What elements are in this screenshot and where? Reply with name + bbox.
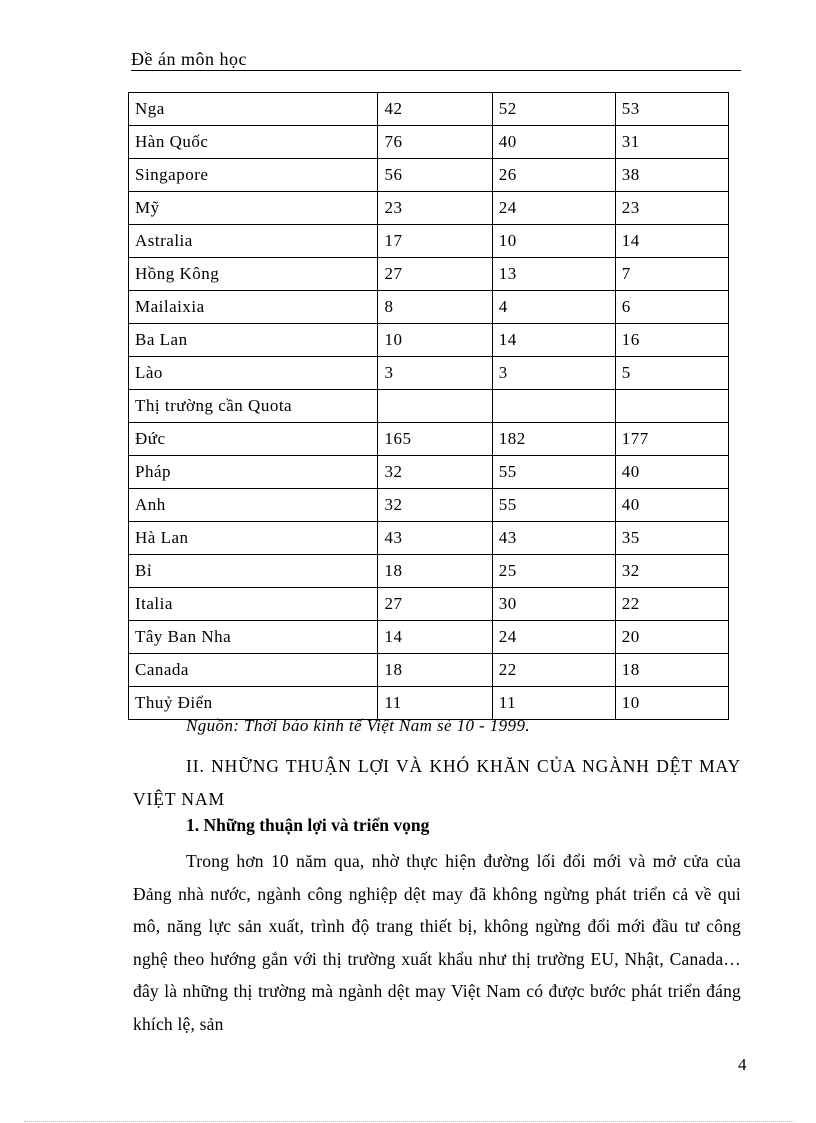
value-cell: 25	[492, 555, 615, 588]
country-cell: Bỉ	[129, 555, 378, 588]
value-cell: 55	[492, 489, 615, 522]
value-cell: 22	[492, 654, 615, 687]
table-row	[129, 126, 729, 159]
country-cell: Mailaixia	[129, 291, 378, 324]
country-cell: Singapore	[129, 159, 378, 192]
country-cell: Astralia	[129, 225, 378, 258]
value-cell: 53	[615, 93, 728, 126]
value-cell: 32	[615, 555, 728, 588]
value-cell: 24	[492, 621, 615, 654]
country-cell: Nga	[129, 93, 378, 126]
table-row	[129, 192, 729, 225]
value-cell: 76	[378, 126, 492, 159]
country-cell: Tây Ban Nha	[129, 621, 378, 654]
value-cell: 5	[615, 357, 728, 390]
market-table-body	[129, 93, 729, 720]
country-cell: Canada	[129, 654, 378, 687]
market-table	[128, 92, 729, 720]
value-cell: 52	[492, 93, 615, 126]
value-cell: 182	[492, 423, 615, 456]
value-cell: 40	[615, 489, 728, 522]
value-cell: 14	[492, 324, 615, 357]
value-cell: 7	[615, 258, 728, 291]
value-cell: 11	[492, 687, 615, 720]
country-cell: Italia	[129, 588, 378, 621]
value-cell: 55	[492, 456, 615, 489]
value-cell: 26	[492, 159, 615, 192]
table-row	[129, 159, 729, 192]
value-cell: 42	[378, 93, 492, 126]
table-row	[129, 621, 729, 654]
country-cell: Hồng Kông	[129, 258, 378, 291]
value-cell: 24	[492, 192, 615, 225]
source-citation: Nguồn: Thời báo kinh tế Việt Nam sè 10 - 1999.	[186, 716, 530, 735]
page-number: 4	[738, 1055, 747, 1074]
value-cell: 17	[378, 225, 492, 258]
value-cell: 8	[378, 291, 492, 324]
value-cell: 10	[492, 225, 615, 258]
footer-divider	[24, 1121, 794, 1122]
value-cell: 3	[492, 357, 615, 390]
table-row	[129, 258, 729, 291]
value-cell: 3	[378, 357, 492, 390]
value-cell: 18	[378, 654, 492, 687]
value-cell: 14	[378, 621, 492, 654]
value-cell	[492, 390, 615, 423]
value-cell: 40	[492, 126, 615, 159]
value-cell: 177	[615, 423, 728, 456]
country-cell: Lào	[129, 357, 378, 390]
value-cell: 23	[615, 192, 728, 225]
value-cell: 13	[492, 258, 615, 291]
value-cell: 14	[615, 225, 728, 258]
value-cell: 32	[378, 489, 492, 522]
country-cell: Pháp	[129, 456, 378, 489]
value-cell: 43	[492, 522, 615, 555]
value-cell: 20	[615, 621, 728, 654]
value-cell: 22	[615, 588, 728, 621]
value-cell: 40	[615, 456, 728, 489]
value-cell: 16	[615, 324, 728, 357]
table-row	[129, 225, 729, 258]
value-cell: 43	[378, 522, 492, 555]
subheading: 1. Những thuận lợi và triển vọng	[186, 815, 430, 835]
table-row	[129, 390, 729, 423]
value-cell: 6	[615, 291, 728, 324]
value-cell	[615, 390, 728, 423]
value-cell: 27	[378, 258, 492, 291]
table-row	[129, 555, 729, 588]
value-cell: 23	[378, 192, 492, 225]
value-cell: 56	[378, 159, 492, 192]
country-cell: Đức	[129, 423, 378, 456]
country-cell: Mỹ	[129, 192, 378, 225]
country-cell: Hàn Quốc	[129, 126, 378, 159]
country-cell: Hà Lan	[129, 522, 378, 555]
value-cell: 165	[378, 423, 492, 456]
value-cell: 18	[615, 654, 728, 687]
value-cell: 27	[378, 588, 492, 621]
country-cell: Anh	[129, 489, 378, 522]
table-row	[129, 456, 729, 489]
value-cell: 4	[492, 291, 615, 324]
country-cell: Ba Lan	[129, 324, 378, 357]
table-row	[129, 93, 729, 126]
value-cell: 10	[378, 324, 492, 357]
value-cell: 30	[492, 588, 615, 621]
table-row	[129, 324, 729, 357]
value-cell: 11	[378, 687, 492, 720]
table-row	[129, 654, 729, 687]
table-row	[129, 588, 729, 621]
value-cell: 31	[615, 126, 728, 159]
table-row	[129, 357, 729, 390]
value-cell	[378, 390, 492, 423]
body-paragraph: Trong hơn 10 năm qua, nhờ thực hiện đường lối đổi mới và mở cửa của Đảng nhà nước, ngành công nghiệp dệt may đã không ngừng phát triển cả về qui mô, năng lực sản xuất, trình độ trang thiết bị, không ngừng đổi mới đầu tư công nghệ theo hướng gắn với thị trường xuất khẩu như thị trường EU, Nhật, Canada… đây là những thị trường mà ngành dệt may Việt Nam có được bước phát triển đáng khích lệ, sản	[133, 851, 741, 1034]
country-cell: Thuỷ Điển	[129, 687, 378, 720]
value-cell: 32	[378, 456, 492, 489]
value-cell: 38	[615, 159, 728, 192]
table-row	[129, 291, 729, 324]
value-cell: 35	[615, 522, 728, 555]
page-header: Đề án môn học	[131, 48, 741, 71]
value-cell: 10	[615, 687, 728, 720]
table-row	[129, 522, 729, 555]
table-row	[129, 423, 729, 456]
table-row	[129, 489, 729, 522]
table-row	[129, 687, 729, 720]
value-cell: 18	[378, 555, 492, 588]
section-heading: II. NHỮNG THUẬN LỢI VÀ KHÓ KHĂN CỦA NGÀNH DỆT MAY VIỆT NAM	[133, 756, 741, 809]
country-cell: Thị trường cần Quota	[129, 390, 378, 423]
